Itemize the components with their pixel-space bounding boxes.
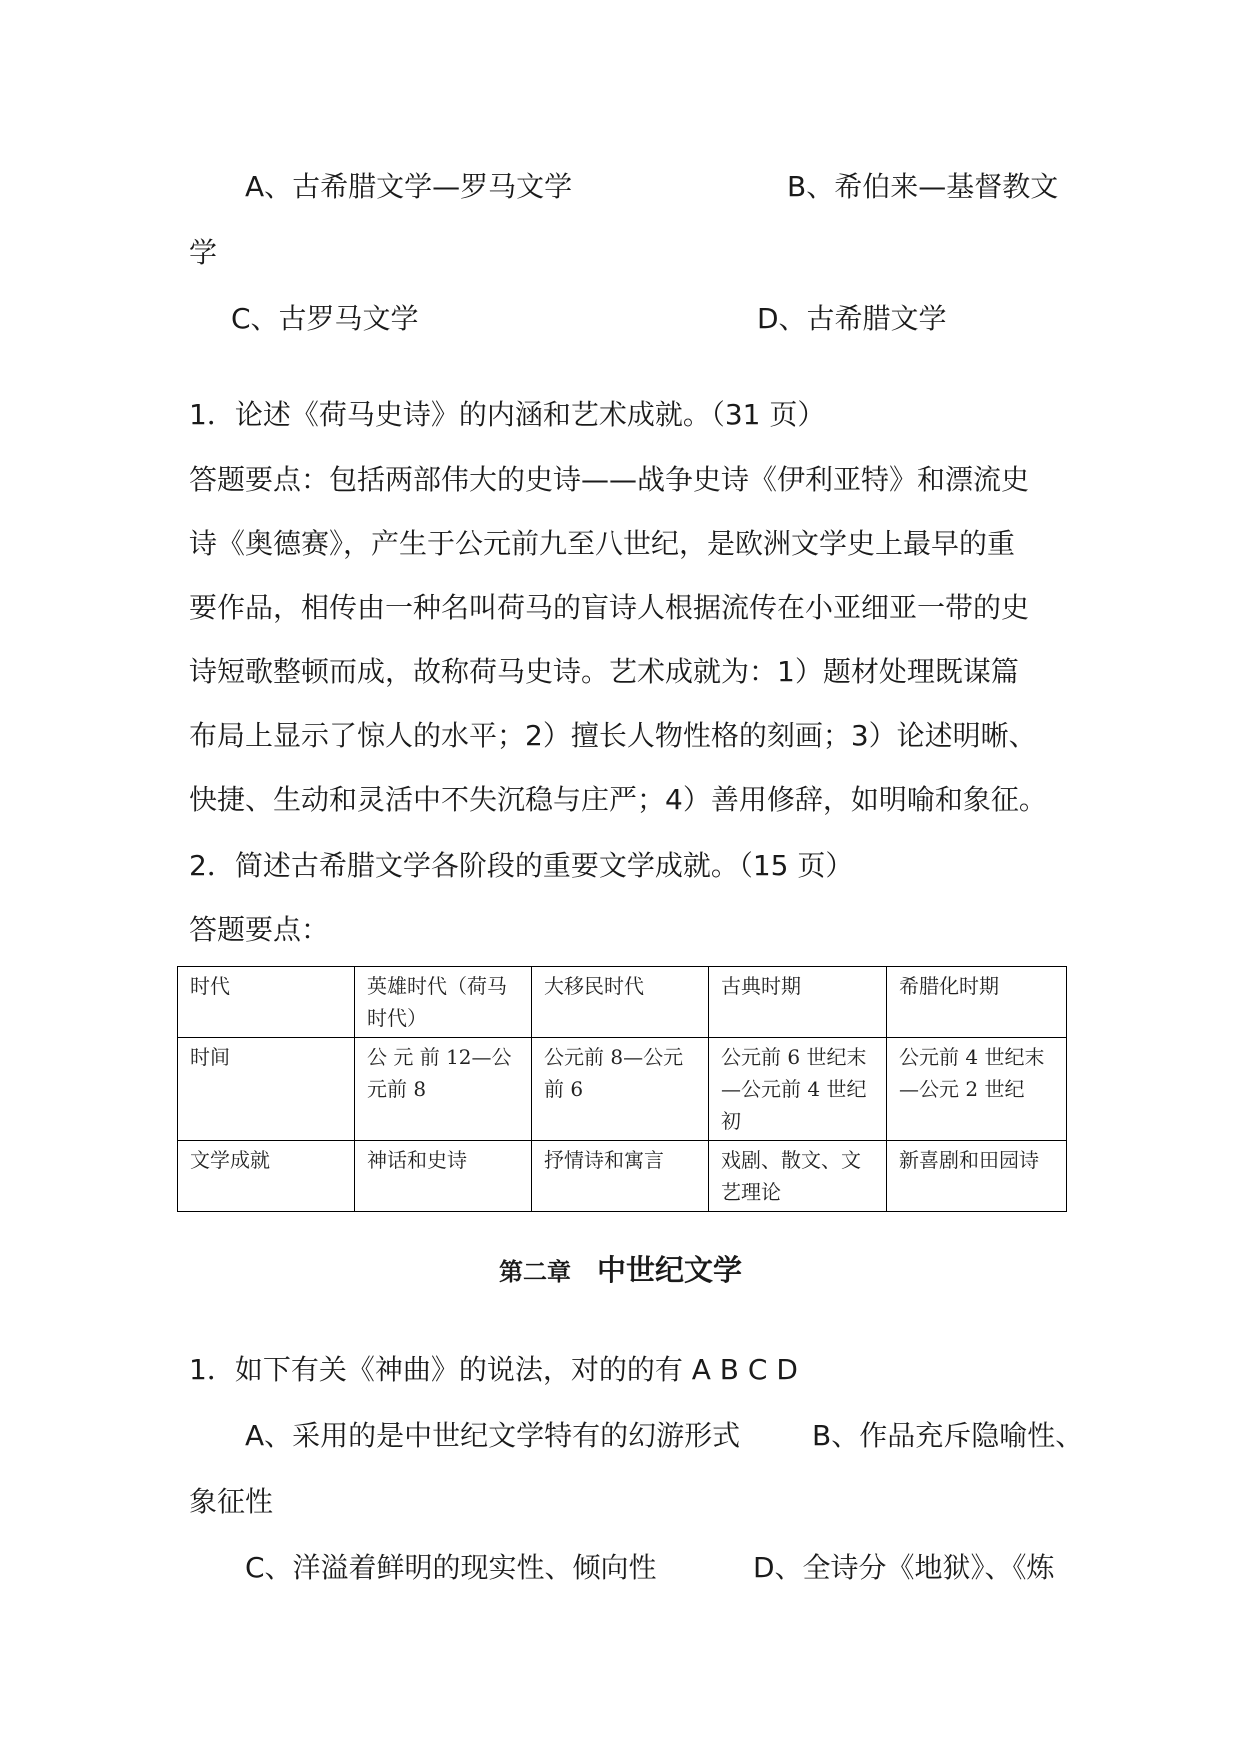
essay-question-1: 1．论述《荷马史诗》的内涵和艺术成就。（31 页） bbox=[189, 398, 826, 431]
table-row bbox=[178, 1141, 1067, 1212]
table-cell: 公元前 6 世纪末—公元前 4 世纪初 bbox=[709, 1038, 887, 1141]
table-cell: 公 元 前 12—公元前 8 bbox=[355, 1038, 532, 1141]
table-cell: 英雄时代（荷马时代） bbox=[355, 967, 532, 1038]
option-a: A、采用的是中世纪文学特有的幻游形式 bbox=[245, 1419, 741, 1452]
literature-stages-table bbox=[177, 966, 1067, 1212]
answer-line: 布局上显示了惊人的水平；2）擅长人物性格的刻画；3）论述明晰、 bbox=[189, 719, 1037, 752]
table-cell: 大移民时代 bbox=[532, 967, 709, 1038]
table-cell: 神话和史诗 bbox=[355, 1141, 532, 1212]
essay-question-2: 2．简述古希腊文学各阶段的重要文学成就。（15 页） bbox=[189, 849, 854, 882]
table-cell: 公元前 4 世纪末—公元 2 世纪 bbox=[887, 1038, 1067, 1141]
table-cell: 古典时期 bbox=[709, 967, 887, 1038]
table-row bbox=[178, 1038, 1067, 1141]
option-c: C、洋溢着鲜明的现实性、倾向性 bbox=[245, 1551, 657, 1584]
option-b: B、作品充斥隐喻性、 bbox=[812, 1419, 1084, 1452]
chapter-heading bbox=[0, 1250, 1241, 1295]
table-cell: 戏剧、散文、文艺理论 bbox=[709, 1141, 887, 1212]
chapter-title: 中世纪文学 bbox=[596, 1253, 742, 1287]
table-cell: 时代 bbox=[178, 967, 355, 1038]
table-cell: 时间 bbox=[178, 1038, 355, 1141]
table-cell: 新喜剧和田园诗 bbox=[887, 1141, 1067, 1212]
option-b: B、希伯来—基督教文 bbox=[787, 170, 1059, 203]
table-row bbox=[178, 967, 1067, 1038]
answer-line: 快捷、生动和灵活中不失沉稳与庄严；4）善用修辞，如明喻和象征。 bbox=[189, 783, 1047, 816]
table-cell: 公元前 8—公元前 6 bbox=[532, 1038, 709, 1141]
table-cell: 希腊化时期 bbox=[887, 967, 1067, 1038]
answer-label: 答题要点： bbox=[189, 913, 330, 946]
answer-line: 答题要点：包括两部伟大的史诗——战争史诗《伊利亚特》和漂流史 bbox=[189, 463, 1030, 496]
option-c: C、古罗马文学 bbox=[231, 302, 419, 335]
answer-line: 要作品，相传由一种名叫荷马的盲诗人根据流传在小亚细亚一带的史 bbox=[189, 591, 1030, 624]
option-a: A、古希腊文学—罗马文学 bbox=[245, 170, 573, 203]
answer-line: 诗短歌整顿而成，故称荷马史诗。艺术成就为：1）题材处理既谋篇 bbox=[189, 655, 1019, 688]
option-b-wrap: 学 bbox=[189, 236, 218, 269]
option-b-wrap: 象征性 bbox=[189, 1485, 274, 1518]
table-cell: 抒情诗和寓言 bbox=[532, 1141, 709, 1212]
option-d: D、全诗分《地狱》、《炼 bbox=[753, 1551, 1055, 1584]
chapter-number: 第二章 bbox=[498, 1257, 571, 1286]
table-cell: 文学成就 bbox=[178, 1141, 355, 1212]
option-d: D、古希腊文学 bbox=[757, 302, 947, 335]
question-divine-comedy: 1．如下有关《神曲》的说法，对的的有 A B C D bbox=[189, 1353, 798, 1386]
answer-line: 诗《奥德赛》，产生于公元前九至八世纪，是欧洲文学史上最早的重 bbox=[189, 527, 1016, 560]
